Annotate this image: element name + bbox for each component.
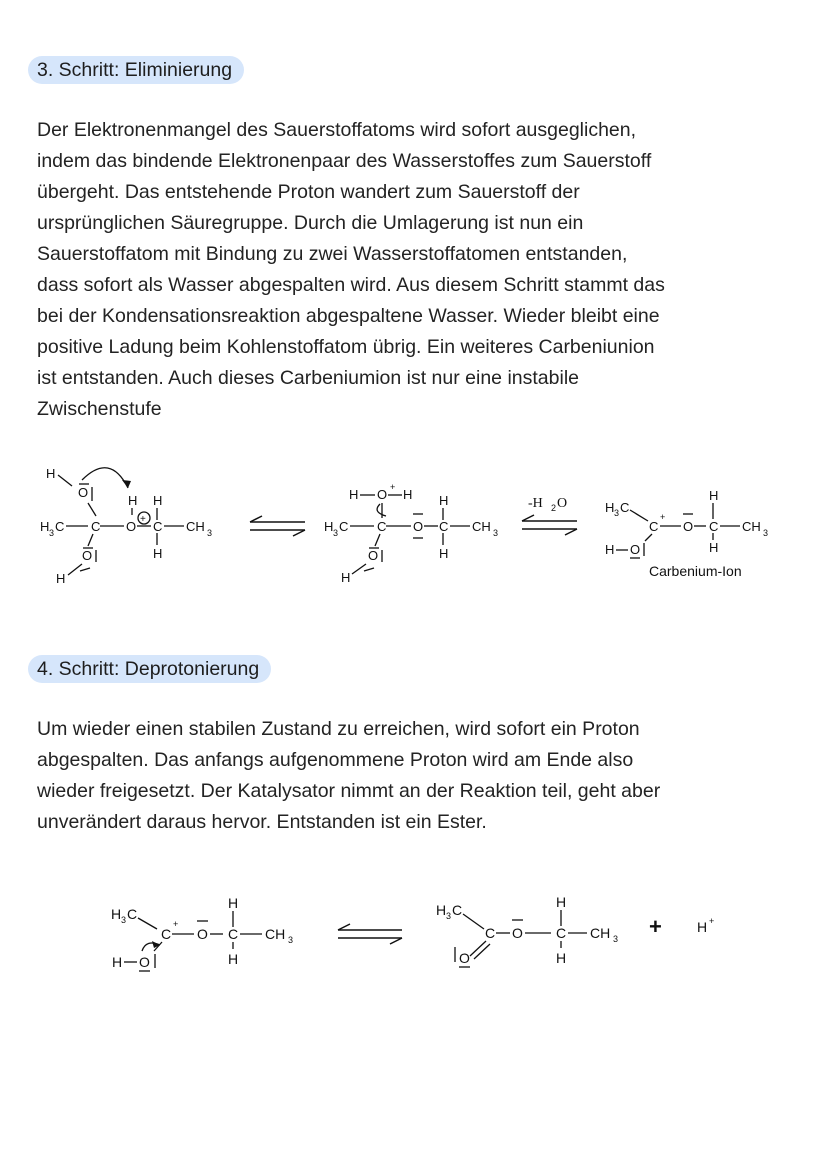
svg-text:H: H bbox=[605, 542, 615, 557]
text-line: dass sofort als Wasser abgespalten wird. Aus diesem Schritt stammt das bbox=[37, 274, 665, 296]
svg-text:O: O bbox=[139, 954, 150, 970]
svg-text:H: H bbox=[112, 954, 123, 970]
svg-text:H: H bbox=[605, 500, 615, 515]
text-line: Sauerstoffatom mit Bindung zu zwei Wasserstoffatomen entstanden, bbox=[37, 243, 628, 265]
svg-text:H: H bbox=[709, 540, 719, 555]
equilibrium-arrow bbox=[338, 924, 402, 944]
svg-text:O: O bbox=[82, 548, 93, 563]
svg-text:H: H bbox=[111, 906, 122, 922]
step4-heading: 4. Schritt: Deprotonierung bbox=[28, 655, 271, 683]
svg-text:3: 3 bbox=[493, 528, 499, 538]
svg-text:O: O bbox=[459, 950, 470, 966]
svg-text:3: 3 bbox=[333, 528, 339, 538]
svg-text:CH: CH bbox=[590, 925, 611, 941]
svg-text:O: O bbox=[630, 542, 641, 557]
intermediate-molecule bbox=[324, 482, 498, 585]
step3-heading: 3. Schritt: Eliminierung bbox=[28, 56, 244, 84]
text-line: indem das bindende Elektronenpaar des Wasserstoffes zum Sauerstoff bbox=[37, 150, 652, 172]
text-line: übergeht. Das entstehende Proton wandert zum Sauerstoff der bbox=[37, 181, 580, 203]
svg-text:CH: CH bbox=[186, 519, 205, 534]
svg-text:C: C bbox=[556, 925, 567, 941]
svg-text:O: O bbox=[126, 519, 137, 534]
svg-text:H: H bbox=[56, 571, 66, 586]
svg-text:O: O bbox=[683, 519, 694, 534]
svg-text:3: 3 bbox=[446, 911, 452, 921]
text-line: wieder freigesetzt. Der Katalysator nimmt an der Reaktion teil, geht aber bbox=[37, 780, 661, 802]
svg-text:C: C bbox=[439, 519, 449, 534]
svg-text:3: 3 bbox=[763, 528, 769, 538]
plus-sign: + bbox=[649, 914, 662, 939]
svg-text:3: 3 bbox=[288, 935, 294, 945]
text-line: bei der Kondensationsreaktion abgespaltene Wasser. Wieder bleibt eine bbox=[37, 305, 660, 327]
svg-text:H: H bbox=[153, 546, 163, 561]
proton-symbol: H bbox=[697, 919, 708, 935]
text-line: unverändert daraus hervor. Entstanden ist ein Ester. bbox=[37, 811, 487, 833]
svg-text:H: H bbox=[46, 466, 56, 481]
text-line: abgespalten. Das anfangs aufgenommene Proton wird am Ende also bbox=[37, 749, 634, 771]
svg-text:C: C bbox=[55, 519, 65, 534]
svg-text:O: O bbox=[413, 519, 424, 534]
svg-text:C: C bbox=[620, 500, 630, 515]
svg-text:H: H bbox=[228, 951, 239, 967]
svg-text:3: 3 bbox=[121, 915, 127, 925]
svg-text:C: C bbox=[161, 926, 172, 942]
svg-text:C: C bbox=[339, 519, 349, 534]
svg-text:H: H bbox=[403, 487, 413, 502]
svg-text:H: H bbox=[128, 493, 138, 508]
text-line: Zwischenstufe bbox=[37, 398, 162, 420]
svg-text:C: C bbox=[649, 519, 659, 534]
svg-text:H: H bbox=[324, 519, 334, 534]
svg-text:H: H bbox=[349, 487, 359, 502]
svg-text:H: H bbox=[709, 488, 719, 503]
svg-text:C: C bbox=[709, 519, 719, 534]
svg-text:C: C bbox=[127, 906, 138, 922]
svg-text:+: + bbox=[173, 919, 179, 929]
equilibrium-arrow bbox=[250, 516, 305, 536]
step3-reaction-scheme bbox=[0, 450, 828, 600]
reactant-molecule bbox=[40, 466, 212, 586]
svg-text:3: 3 bbox=[207, 528, 213, 538]
svg-text:C: C bbox=[377, 519, 387, 534]
text-line: Um wieder einen stabilen Zustand zu erreichen, wird sofort ein Proton bbox=[37, 718, 640, 740]
svg-text:O: O bbox=[512, 925, 523, 941]
ester-molecule bbox=[436, 894, 618, 967]
svg-text:CH: CH bbox=[265, 926, 286, 942]
svg-text:H: H bbox=[556, 894, 567, 910]
svg-text:H: H bbox=[228, 895, 239, 911]
water-label: -H bbox=[528, 496, 543, 511]
svg-text:3: 3 bbox=[613, 934, 619, 944]
svg-text:C: C bbox=[153, 519, 163, 534]
water-subscript: 2 bbox=[551, 503, 557, 513]
svg-text:3: 3 bbox=[614, 508, 620, 518]
text-line: positive Ladung beim Kohlenstoffatom übrig. Ein weiteres Carbeniunion bbox=[37, 336, 655, 358]
water-oxygen: O bbox=[557, 496, 568, 511]
svg-text:H: H bbox=[436, 902, 447, 918]
svg-text:C: C bbox=[91, 519, 101, 534]
step4-reaction-scheme bbox=[0, 885, 828, 995]
svg-text:H: H bbox=[556, 950, 567, 966]
svg-text:+: + bbox=[660, 512, 666, 522]
svg-text:O: O bbox=[368, 548, 379, 563]
text-line: ist entstanden. Auch dieses Carbeniumion ist nur eine instabile bbox=[37, 367, 579, 389]
step4-paragraph bbox=[37, 714, 807, 838]
carbenium-ion-molecule bbox=[605, 488, 768, 579]
svg-text:3: 3 bbox=[49, 528, 55, 538]
carbenium-ion-reactant bbox=[111, 895, 293, 971]
svg-text:CH: CH bbox=[742, 519, 761, 534]
svg-text:H: H bbox=[439, 493, 449, 508]
svg-text:C: C bbox=[452, 902, 463, 918]
svg-text:H: H bbox=[153, 493, 163, 508]
svg-text:C: C bbox=[228, 926, 239, 942]
svg-text:O: O bbox=[197, 926, 208, 942]
svg-text:O: O bbox=[78, 485, 89, 500]
svg-text:O: O bbox=[377, 487, 388, 502]
svg-text:CH: CH bbox=[472, 519, 491, 534]
step3-paragraph bbox=[37, 115, 807, 425]
svg-text:H: H bbox=[341, 570, 351, 585]
svg-text:+: + bbox=[140, 514, 146, 525]
svg-text:H: H bbox=[439, 546, 449, 561]
water-elimination-arrow bbox=[522, 496, 577, 535]
svg-text:+: + bbox=[390, 482, 396, 492]
svg-text:C: C bbox=[485, 925, 496, 941]
svg-text:H: H bbox=[40, 519, 50, 534]
proton-charge: + bbox=[709, 916, 715, 926]
text-line: ursprünglichen Säuregruppe. Durch die Umlagerung ist nun ein bbox=[37, 212, 584, 234]
text-line: Der Elektronenmangel des Sauerstoffatoms wird sofort ausgeglichen, bbox=[37, 119, 637, 141]
carbenium-ion-caption: Carbenium-Ion bbox=[649, 563, 742, 579]
